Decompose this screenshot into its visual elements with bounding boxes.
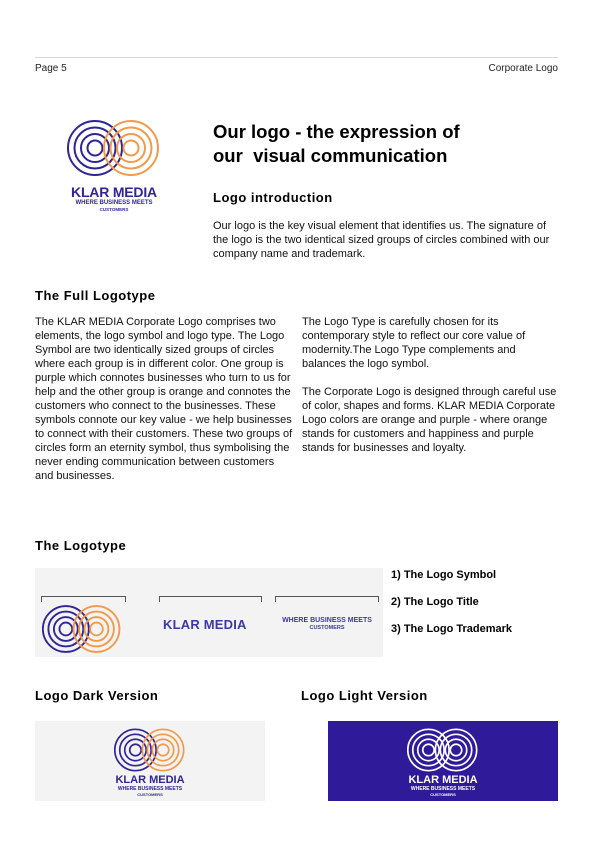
bracket-title <box>159 596 262 602</box>
dark-logo-tagline-2: CUSTOMERS <box>137 792 163 797</box>
logo-introduction-text: Our logo is the key visual element that identifies us. The signature of the logo is the two identical sized groups of circles combined with our company name and trademark. <box>213 220 550 260</box>
full-logotype-col2-p2: The Corporate Logo is designed through careful use of color, shapes and forms. KLAR MEDIA Corporate Logo colors are orange and purple - where orange stands for customers and happiness and purple stands for businesses and loyalty. <box>302 386 557 454</box>
logo-tagline-2: CUSTOMERS <box>99 207 129 212</box>
full-logotype-col1: The KLAR MEDIA Corporate Logo comprises two elements, the logo symbol and logo type. The Logo Symbol are two identically sized groups of circles where each group is in different color. One group is purple which connotes businesses who turn to us for help and the other group is orange and connotes the customers who connect to the businesses. These symbols connote our key value - we help businesses to connect with their customers. These two groups of circles form an eternity symbol, thus symbolising the never ending communication between customers and businesses. <box>35 316 293 482</box>
logo-trademark-part <box>275 617 379 632</box>
page-number: Page 5 <box>35 63 67 74</box>
legend-logo-trademark: 3) The Logo Trademark <box>391 623 513 635</box>
logotype-heading: The Logotype <box>35 538 127 553</box>
logo-title-part: KLAR MEDIA <box>163 617 247 632</box>
light-version-logo <box>328 721 558 801</box>
legend-logo-symbol: 1) The Logo Symbol <box>391 569 497 581</box>
bracket-symbol <box>41 596 126 602</box>
logo-brand-name: KLAR MEDIA <box>71 184 157 200</box>
logo-tagline-1: WHERE BUSINESS MEETS <box>75 200 153 206</box>
dark-logo-name: KLAR MEDIA <box>115 774 185 786</box>
logo-symbol-part-icon <box>42 603 122 655</box>
legend-logo-title: 2) The Logo Title <box>391 596 479 608</box>
bracket-trademark <box>275 596 379 602</box>
logo-symbol-icon <box>67 118 161 178</box>
light-logo-tagline-2: CUSTOMERS <box>430 792 456 797</box>
dark-logo-symbol-icon <box>114 727 186 773</box>
full-logotype-col2-p1: The Logo Type is carefully chosen for its contemporary style to reflect our core value of modernity.The Logo Type complements and balances the logo symbol. <box>302 316 526 370</box>
page-headline: Our logo - the expression of our visual communication <box>213 121 460 166</box>
logotype-breakdown-strip <box>35 568 383 657</box>
light-logo-tagline-1: WHERE BUSINESS MEETS <box>410 786 476 792</box>
trademark-line-1: WHERE BUSINESS MEETS <box>282 617 372 624</box>
header-rule <box>35 57 558 58</box>
main-logo <box>67 118 161 213</box>
dark-logo-tagline-1: WHERE BUSINESS MEETS <box>117 786 183 792</box>
dark-version-logo <box>35 721 265 801</box>
logo-introduction-heading: Logo introduction <box>213 190 333 205</box>
full-logotype-heading: The Full Logotype <box>35 288 156 303</box>
dark-version-heading: Logo Dark Version <box>35 688 159 703</box>
light-logo-symbol-icon <box>407 727 479 773</box>
light-version-heading: Logo Light Version <box>301 688 428 703</box>
light-logo-name: KLAR MEDIA <box>408 774 478 786</box>
page-section-title: Corporate Logo <box>488 63 558 74</box>
trademark-line-2: CUSTOMERS <box>309 625 345 631</box>
